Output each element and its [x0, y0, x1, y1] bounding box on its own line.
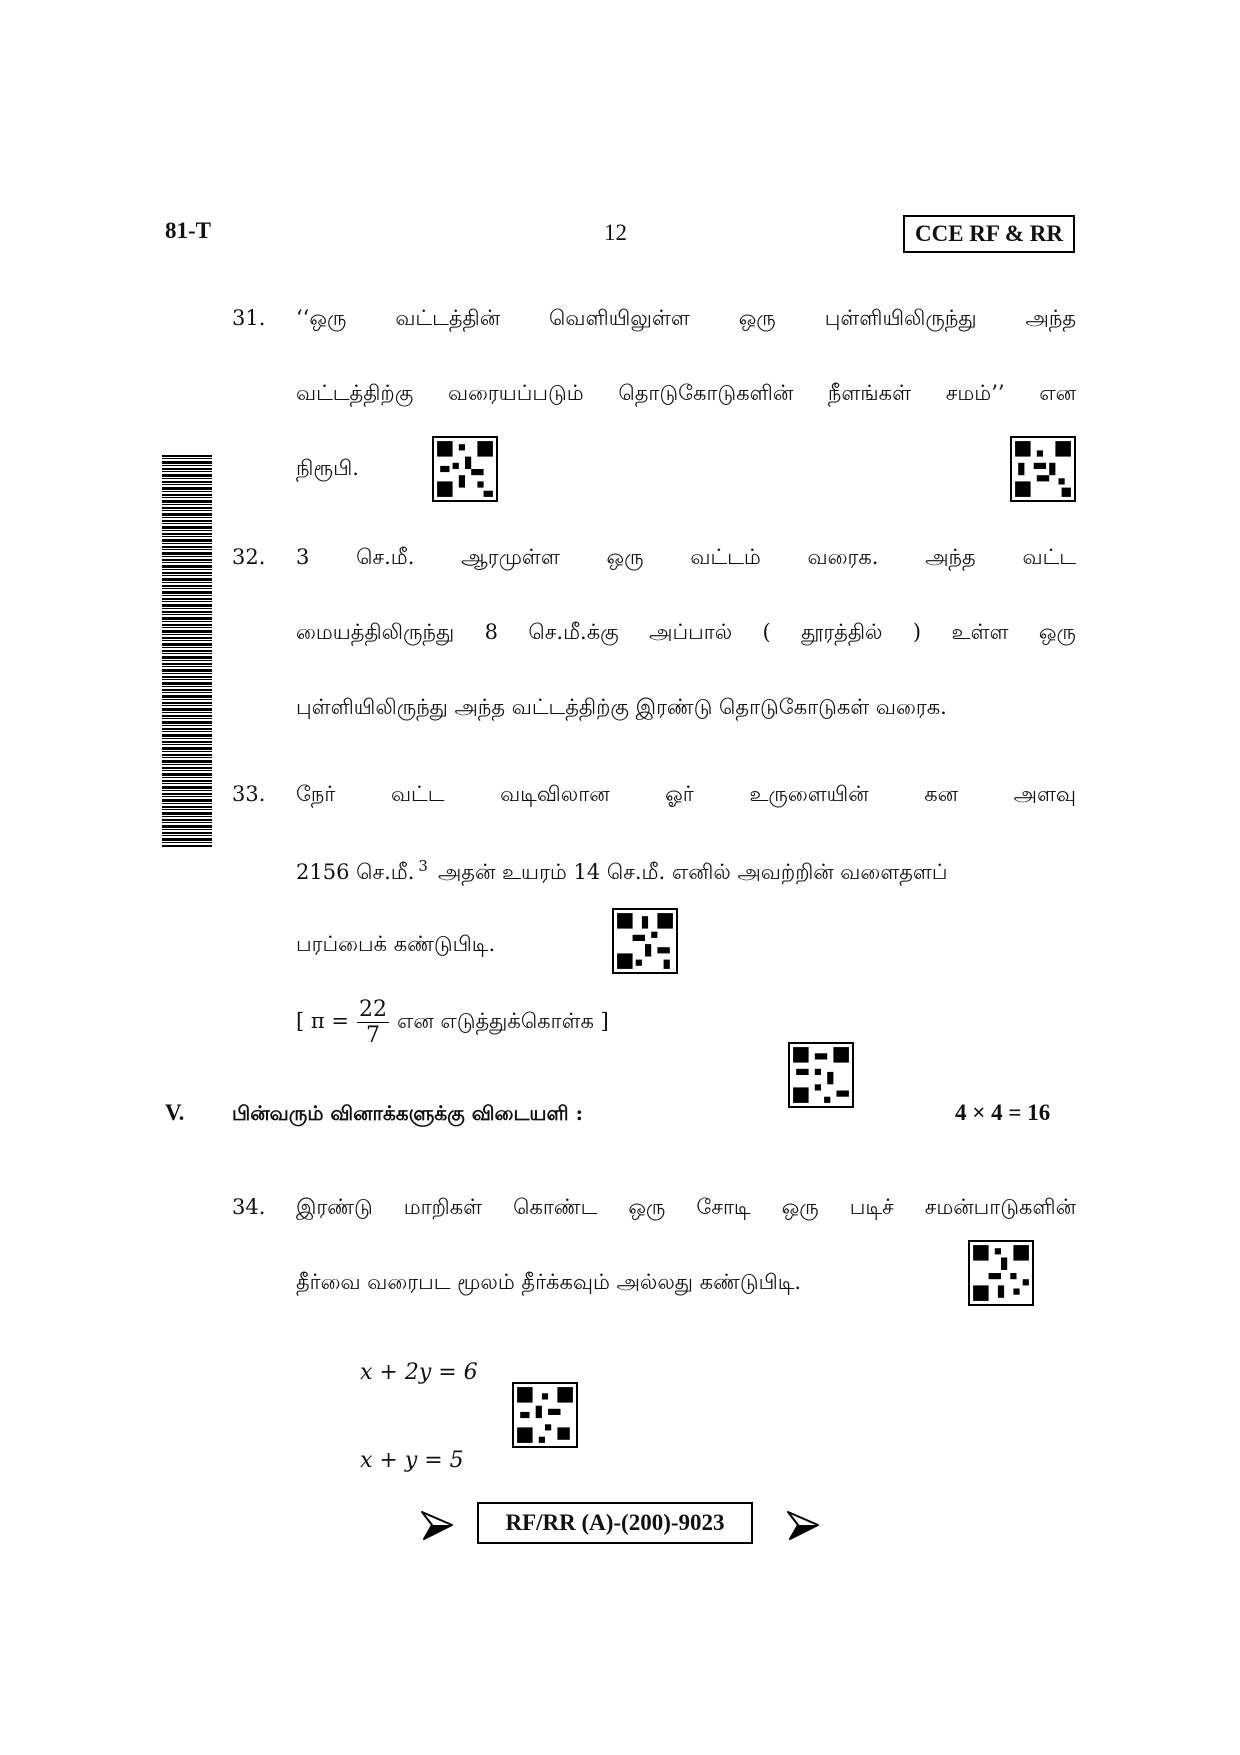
qr-code	[968, 1240, 1034, 1306]
arrow-right-icon	[786, 1508, 820, 1542]
question-32-number: 32.	[232, 545, 266, 569]
qr-code	[432, 436, 498, 502]
section-marks: 4 × 4 = 16	[955, 1100, 1051, 1125]
volume-value: 2156 செ.மீ.	[296, 860, 415, 884]
arrow-right-icon	[420, 1508, 454, 1542]
equation-1: x + 2y = 6	[360, 1360, 478, 1385]
question-34-number: 34.	[232, 1195, 266, 1219]
paper-code: 81-T	[165, 218, 211, 243]
section-label: V.	[165, 1100, 185, 1125]
pi-hint	[296, 997, 609, 1048]
volume-text: அதன் உயரம் 14 செ.மீ. எனில் அவற்றின் வளைதளப்	[437, 860, 948, 884]
pi-numerator: 22	[358, 997, 387, 1022]
question-31-line-3: நிரூபி.	[296, 456, 359, 480]
pi-fraction	[357, 997, 389, 1048]
barcode-image	[162, 455, 212, 847]
question-33-line-2	[296, 857, 947, 887]
pi-hint-close: என எடுத்துக்கொள்க ]	[396, 1009, 609, 1033]
question-31-line-1: ‘‘ஒரு வட்டத்தின் வெளியிலுள்ள ஒரு புள்ளியிலிருந்து அந்த	[296, 306, 1076, 330]
question-34-line-2: தீர்வை வரைபட மூலம் தீர்க்கவும் அல்லது கண்டுபிடி.	[296, 1270, 802, 1294]
question-32-line-1: 3 செ.மீ. ஆரமுள்ள ஒரு வட்டம் வரைக. அந்த வட்ட	[296, 545, 1076, 569]
scheme-box: CCE RF & RR	[903, 215, 1075, 253]
question-32-line-3: புள்ளியிலிருந்து அந்த வட்டத்திற்கு இரண்டு தொடுகோடுகள் வரைக.	[296, 695, 947, 719]
volume-exponent: 3	[418, 857, 428, 875]
pi-denominator: 7	[365, 1023, 380, 1048]
qr-code	[788, 1042, 854, 1108]
question-33-number: 33.	[232, 782, 266, 806]
qr-code	[612, 908, 678, 974]
equation-2: x + y = 5	[360, 1448, 464, 1473]
question-34-line-1: இரண்டு மாறிகள் கொண்ட ஒரு சோடி ஒரு படிச் சமன்பாடுகளின்	[296, 1195, 1076, 1219]
qr-code	[512, 1382, 578, 1448]
question-31-line-2: வட்டத்திற்கு வரையப்படும் தொடுகோடுகளின் நீளங்கள் சமம்’’ என	[296, 381, 1076, 405]
section-title: பின்வரும் வினாக்களுக்கு விடையளி :	[232, 1101, 583, 1125]
question-32-line-2: மையத்திலிருந்து 8 செ.மீ.க்கு அப்பால் ( தூரத்தில் ) உள்ள ஒரு	[296, 620, 1076, 644]
footer-code-box: RF/RR (A)-(200)-9023	[477, 1502, 753, 1544]
question-33-line-1: நேர் வட்ட வடிவிலான ஓர் உருளையின் கன அளவு	[296, 782, 1076, 806]
page-number: 12	[604, 220, 627, 245]
question-33-line-3: பரப்பைக் கண்டுபிடி.	[296, 932, 496, 956]
qr-code	[1010, 436, 1076, 502]
pi-hint-open: [ π =	[296, 1009, 349, 1033]
question-31-number: 31.	[232, 306, 266, 330]
